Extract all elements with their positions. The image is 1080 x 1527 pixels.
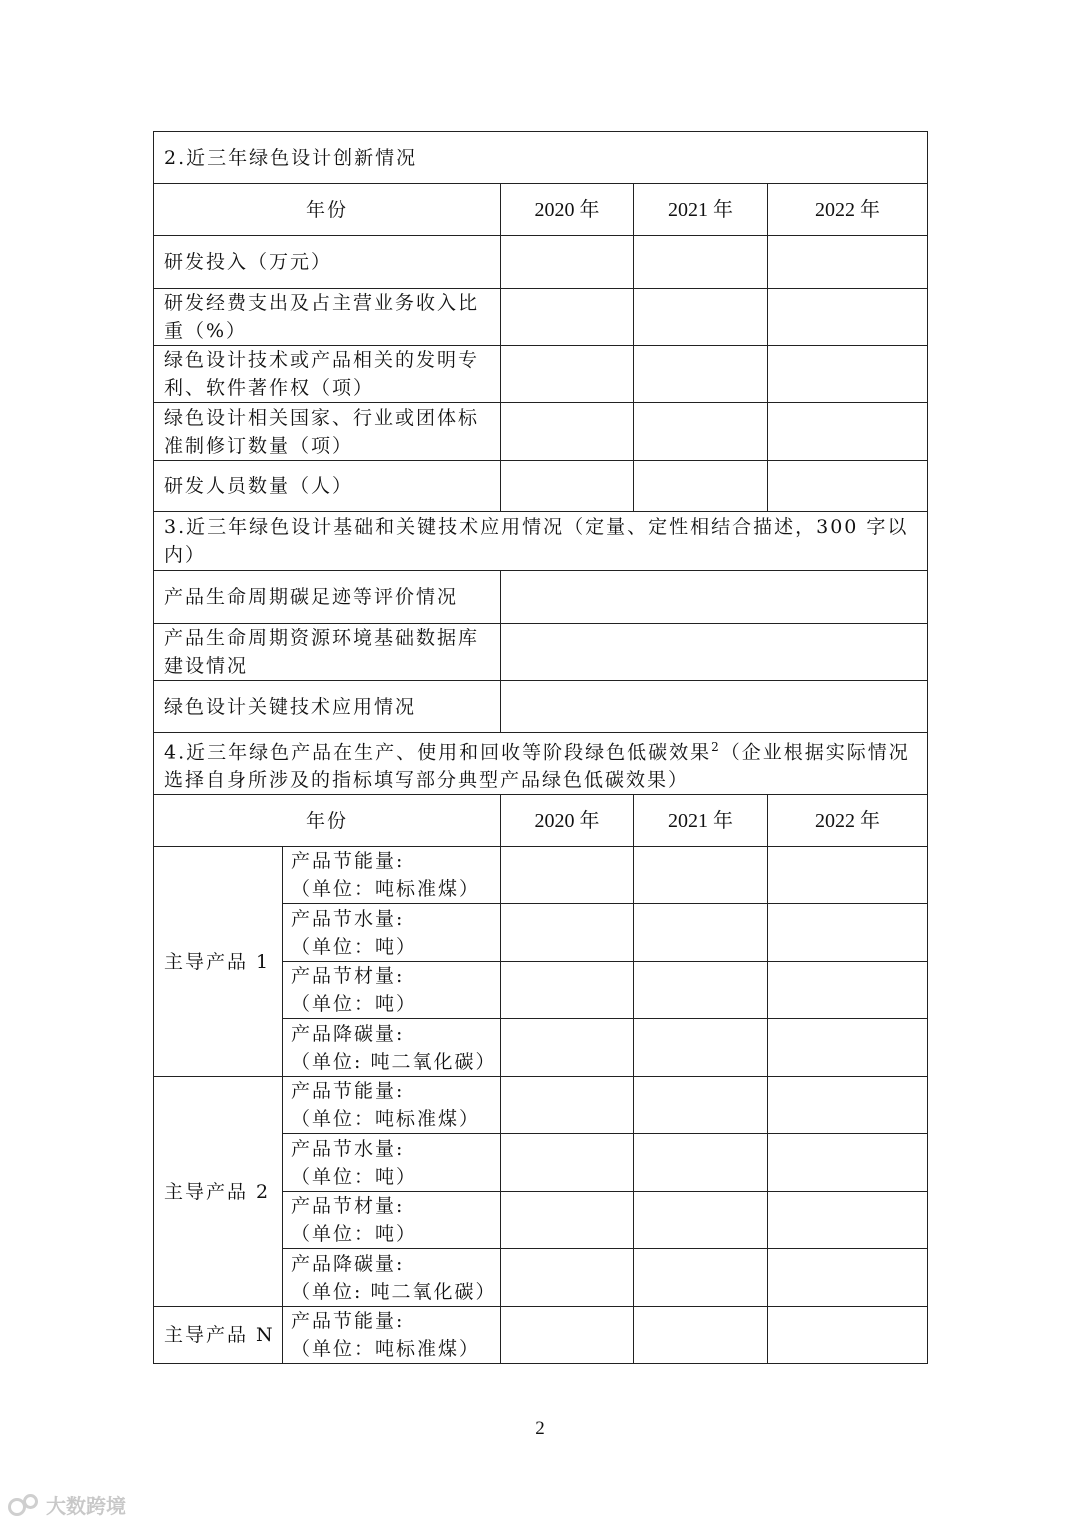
input-cell[interactable] xyxy=(768,289,928,346)
metric-cell xyxy=(283,962,501,1019)
input-cell[interactable] xyxy=(501,289,634,346)
row-label: 产品生命周期资源环境基础数据库建设情况 xyxy=(154,624,501,681)
metric-cell xyxy=(283,1192,501,1249)
year-2022-header: 2022 年 xyxy=(768,184,928,236)
input-cell[interactable] xyxy=(768,1134,928,1192)
product-n-label: 主导产品 N xyxy=(154,1307,283,1364)
metric-cell xyxy=(283,904,501,962)
metric-name: 产品节能量: xyxy=(291,1310,405,1333)
input-cell[interactable] xyxy=(768,962,928,1019)
input-cell[interactable] xyxy=(768,1307,928,1364)
table-row xyxy=(154,847,928,904)
year-2021-header: 2021 年 xyxy=(634,184,768,236)
section-4-title xyxy=(154,733,928,795)
metric-name: 产品节能量: xyxy=(291,1080,405,1103)
section-4-title-tail: （企业根据实际情况选择自身所涉及的指标填写部分典型产品绿色低碳效果） xyxy=(164,741,910,792)
input-cell[interactable] xyxy=(768,1249,928,1307)
input-cell[interactable] xyxy=(501,904,634,962)
year-2020-header: 2020 年 xyxy=(501,184,634,236)
input-cell[interactable] xyxy=(634,236,768,289)
section-4-title-row xyxy=(154,733,928,795)
input-cell[interactable] xyxy=(501,624,928,681)
metric-unit: （单位：吨） xyxy=(291,1223,418,1246)
metric-name: 产品节能量: xyxy=(291,850,405,873)
metric-unit: （单位：吨） xyxy=(291,935,418,958)
footnote-marker: 2 xyxy=(711,740,721,754)
input-cell[interactable] xyxy=(634,403,768,461)
input-cell[interactable] xyxy=(501,461,634,512)
input-cell[interactable] xyxy=(634,289,768,346)
input-cell[interactable] xyxy=(768,847,928,904)
input-cell[interactable] xyxy=(634,1307,768,1364)
input-cell[interactable] xyxy=(501,571,928,624)
input-cell[interactable] xyxy=(634,1249,768,1307)
product-2-label: 主导产品 2 xyxy=(154,1077,283,1307)
row-label: 研发经费支出及占主营业务收入比重（%） xyxy=(154,289,501,346)
input-cell[interactable] xyxy=(634,1134,768,1192)
input-cell[interactable] xyxy=(634,962,768,1019)
product-1-label: 主导产品 1 xyxy=(154,847,283,1077)
table-row xyxy=(154,346,928,403)
metric-name: 产品降碳量: xyxy=(291,1022,405,1045)
input-cell[interactable] xyxy=(501,236,634,289)
metric-cell xyxy=(283,1134,501,1192)
input-cell[interactable] xyxy=(768,1019,928,1077)
input-cell[interactable] xyxy=(634,1019,768,1077)
weibo-logo-icon xyxy=(8,1494,38,1516)
table-row xyxy=(154,289,928,346)
input-cell[interactable] xyxy=(501,1192,634,1249)
row-label: 绿色设计技术或产品相关的发明专利、软件著作权（项） xyxy=(154,346,501,403)
input-cell[interactable] xyxy=(501,346,634,403)
input-cell[interactable] xyxy=(634,847,768,904)
row-label: 产品生命周期碳足迹等评价情况 xyxy=(154,571,501,624)
year-2020-header: 2020 年 xyxy=(501,795,634,847)
row-label: 研发人员数量（人） xyxy=(154,461,501,512)
input-cell[interactable] xyxy=(768,236,928,289)
watermark xyxy=(8,1490,126,1519)
input-cell[interactable] xyxy=(501,1307,634,1364)
section-4-title-main: 4.近三年绿色产品在生产、使用和回收等阶段绿色低碳效果 xyxy=(164,741,712,764)
input-cell[interactable] xyxy=(501,1134,634,1192)
input-cell[interactable] xyxy=(634,461,768,512)
input-cell[interactable] xyxy=(768,403,928,461)
metric-unit: （单位: 吨二氧化碳） xyxy=(291,1280,497,1303)
input-cell[interactable] xyxy=(501,847,634,904)
row-label: 绿色设计相关国家、行业或团体标准制修订数量（项） xyxy=(154,403,501,461)
metric-unit: （单位：吨标准煤） xyxy=(291,1338,481,1361)
metric-unit: （单位：吨标准煤） xyxy=(291,878,481,901)
metric-cell xyxy=(283,847,501,904)
year-header-label: 年份 xyxy=(154,184,501,236)
input-cell[interactable] xyxy=(501,403,634,461)
metric-cell xyxy=(283,1249,501,1307)
input-cell[interactable] xyxy=(768,904,928,962)
metric-name: 产品节水量: xyxy=(291,907,405,930)
section-4-header-row xyxy=(154,795,928,847)
metric-unit: （单位: 吨二氧化碳） xyxy=(291,1050,497,1073)
input-cell[interactable] xyxy=(501,1249,634,1307)
metric-cell xyxy=(283,1307,501,1364)
input-cell[interactable] xyxy=(768,461,928,512)
input-cell[interactable] xyxy=(768,1192,928,1249)
section-3-title: 3.近三年绿色设计基础和关键技术应用情况（定量、定性相结合描述，300 字以内） xyxy=(154,512,928,571)
input-cell[interactable] xyxy=(634,1077,768,1134)
metric-cell xyxy=(283,1077,501,1134)
metric-unit: （单位：吨） xyxy=(291,993,418,1016)
row-label: 研发投入（万元） xyxy=(154,236,501,289)
input-cell[interactable] xyxy=(768,1077,928,1134)
table-row xyxy=(154,1307,928,1364)
metric-unit: （单位：吨） xyxy=(291,1165,418,1188)
section-2-title-row xyxy=(154,132,928,184)
input-cell[interactable] xyxy=(634,904,768,962)
input-cell[interactable] xyxy=(634,346,768,403)
table-row xyxy=(154,624,928,681)
page-number: 2 xyxy=(535,1418,545,1439)
input-cell[interactable] xyxy=(501,1019,634,1077)
section-3-title-row xyxy=(154,512,928,571)
metric-name: 产品节材量: xyxy=(291,965,405,988)
metric-name: 产品节水量: xyxy=(291,1137,405,1160)
table-row xyxy=(154,1077,928,1134)
table-row xyxy=(154,236,928,289)
metric-name: 产品节材量: xyxy=(291,1195,405,1218)
application-form-table xyxy=(153,131,928,1364)
input-cell[interactable] xyxy=(501,962,634,1019)
watermark-text: 大数跨境 xyxy=(46,1494,126,1518)
metric-cell xyxy=(283,1019,501,1077)
input-cell[interactable] xyxy=(768,346,928,403)
metric-name: 产品降碳量: xyxy=(291,1252,405,1275)
row-label: 绿色设计关键技术应用情况 xyxy=(154,681,501,733)
input-cell[interactable] xyxy=(501,681,928,733)
year-2021-header: 2021 年 xyxy=(634,795,768,847)
section-2-title: 2.近三年绿色设计创新情况 xyxy=(154,132,928,184)
input-cell[interactable] xyxy=(634,1192,768,1249)
metric-unit: （单位：吨标准煤） xyxy=(291,1108,481,1131)
year-2022-header: 2022 年 xyxy=(768,795,928,847)
table-row xyxy=(154,461,928,512)
table-row xyxy=(154,681,928,733)
table-row xyxy=(154,403,928,461)
input-cell[interactable] xyxy=(501,1077,634,1134)
year-header-label: 年份 xyxy=(154,795,501,847)
table-row xyxy=(154,571,928,624)
section-2-header-row xyxy=(154,184,928,236)
